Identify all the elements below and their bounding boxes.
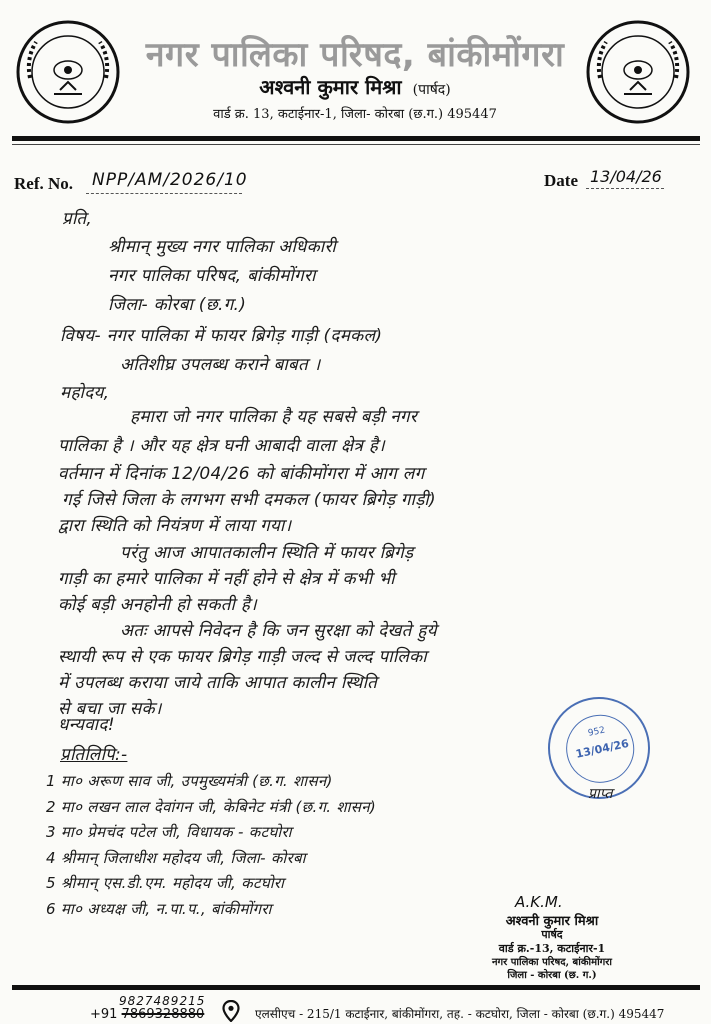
closing-thanks: धन्यवाद!	[58, 715, 115, 735]
signature-district: जिला - कोरबा (छ. ग.)	[507, 970, 597, 981]
subject-line: विषय- नगर पालिका में फायर ब्रिगेड़ गाड़ी (दमकल)	[60, 326, 383, 346]
cc-text: श्रीमान् एस.डी.एम. महोदय जी, कटघोरा	[60, 874, 285, 892]
right-emblem-logo	[584, 18, 692, 126]
greeting: महोदय,	[60, 383, 110, 403]
phone-struck-number: 7869328880	[121, 1007, 205, 1022]
ref-label: Ref. No.	[14, 174, 74, 193]
recipient-line: जिला- कोरबा (छ.ग.)	[108, 295, 247, 315]
cc-item	[46, 797, 376, 817]
signature-ward: वार्ड क्र.-13, कटाईनार-1	[498, 942, 606, 955]
cc-item	[46, 873, 284, 893]
cc-text: मा० अध्यक्ष जी, न.पा.प., बांकीमोंगरा	[60, 900, 272, 918]
cc-item	[46, 822, 292, 842]
cc-text: श्रीमान् जिलाधीश महोदय जी, जिला- कोरबा	[60, 849, 306, 867]
phone-prefix: +91	[90, 1007, 118, 1022]
body-line: गई जिसे जिला के लगभग सभी दमकल (फायर ब्रिगेड़ गाड़ी)	[62, 490, 436, 510]
letterhead-address: वार्ड क्र. 13, कटाईनार-1, जिला- कोरबा (छ.ग.) 495447	[213, 107, 497, 122]
body-line: से बचा जा सके।	[58, 699, 162, 719]
cc-text: मा० प्रेमचंद पटेल जी, विधायक - कटघोरा	[60, 823, 292, 841]
date-label: Date	[544, 171, 578, 190]
cc-number: 5	[46, 874, 56, 892]
body-line: में उपलब्ध कराया जाये ताकि आपात कालीन स्थिति	[58, 673, 378, 693]
cc-item	[46, 899, 272, 919]
subject-line: अतिशीघ्र उपलब्ध कराने बाबत ।	[120, 355, 321, 375]
body-line: वर्तमान में दिनांक 12/04/26 को बांकीमोंगरा में आग लग	[58, 464, 425, 484]
cc-number: 3	[46, 823, 56, 841]
body-line: कोई बड़ी अनहोनी हो सकती है।	[58, 595, 257, 615]
ref-underline	[86, 193, 242, 194]
date-underline	[586, 188, 664, 189]
cc-number: 2	[46, 798, 56, 816]
stamp-received-scribble: प्राप्त	[588, 786, 613, 802]
stamp-inward-no: 952	[587, 725, 607, 739]
header-divider	[12, 136, 700, 141]
cc-text: मा० लखन लाल देवांगन जी, केबिनेट मंत्री (छ.ग. शासन)	[60, 798, 376, 816]
cc-text: मा० अरूण साव जी, उपमुख्यमंत्री (छ.ग. शासन)	[60, 772, 333, 790]
signature-scribble: A.K.M.	[515, 893, 563, 911]
body-line: द्वारा स्थिति को नियंत्रण में लाया गया।	[58, 516, 292, 536]
body-line: अतः आपसे निवेदन है कि जन सुरक्षा को देखते हुये	[120, 621, 437, 641]
body-line: हमारा जो नगर पालिका है यह सबसे बड़ी नगर	[130, 407, 418, 427]
recipient-line: नगर पालिका परिषद, बांकीमोंगरा	[108, 266, 316, 286]
body-line: परंतु आज आपातकालीन स्थिति में फायर ब्रिगेड़	[120, 543, 414, 563]
left-emblem-logo	[14, 18, 122, 126]
footer-phone-handwritten: 9827489215	[119, 994, 206, 1008]
body-line: गाड़ी का हमारे पालिका में नहीं होने से क्षेत्र में कभी भी	[58, 569, 395, 589]
footer-divider	[12, 985, 700, 990]
cc-number: 4	[46, 849, 56, 867]
header-divider-thin	[12, 144, 700, 145]
cc-number: 1	[46, 772, 56, 790]
location-pin-icon	[222, 1000, 240, 1022]
org-name-heading: नगर पालिका परिषद, बांकीमोंगरा	[145, 35, 565, 75]
cc-title: प्रतिलिपि:-	[60, 745, 128, 765]
ref-value: NPP/AM/2026/10	[92, 170, 248, 190]
cc-item	[46, 848, 306, 868]
signature-role: पार्षद	[541, 928, 563, 941]
footer-phone	[90, 1007, 204, 1022]
cc-number: 6	[46, 900, 56, 918]
cc-item	[46, 771, 333, 791]
person-role: (पार्षद)	[412, 82, 451, 98]
footer-address: एलसीएच - 215/1 कटाईनार, बांकीमोंगरा, तह. - कटघोरा, जिला - कोरबा (छ.ग.) 495447	[255, 1007, 665, 1021]
stamp-date: 13/04/26	[574, 736, 630, 761]
person-name: अश्वनी कुमार मिश्रा	[259, 75, 402, 99]
date-value: 13/04/26	[590, 167, 662, 186]
signature-name: अश्वनी कुमार मिश्रा	[505, 914, 599, 929]
body-line: पालिका है । और यह क्षेत्र घनी आबादी वाला क्षेत्र है।	[58, 436, 385, 456]
body-line: स्थायी रूप से एक फायर ब्रिगेड़ गाड़ी जल्द से जल्द पालिका	[58, 647, 427, 667]
recipient-line: श्रीमान् मुख्य नगर पालिका अधिकारी	[108, 237, 337, 257]
recipient-to: प्रति,	[62, 209, 93, 229]
letterhead-person	[130, 73, 580, 100]
signature-org: नगर पालिका परिषद, बांकीमोंगरा	[491, 957, 612, 968]
